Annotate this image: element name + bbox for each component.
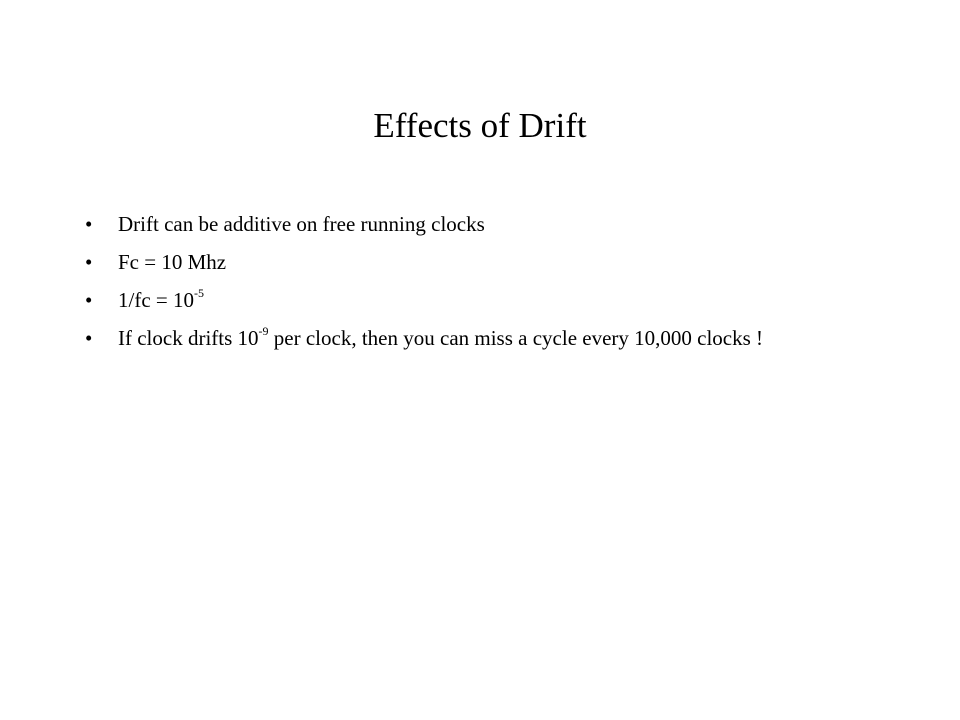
- bullet-text-rest: per clock, then you can miss a cycle every 10,000 clocks !: [268, 326, 764, 350]
- bullet-item-4: [82, 326, 882, 350]
- exponent: -9: [258, 324, 269, 338]
- bullet-text: Drift can be additive on free running clocks: [118, 212, 485, 236]
- bullet-item-2: [82, 250, 882, 274]
- bullet-item-1: [82, 212, 882, 236]
- slide-title: Effects of Drift: [373, 106, 587, 145]
- bullet-icon: •: [85, 212, 93, 236]
- bullet-icon: •: [85, 288, 93, 312]
- bullet-icon: •: [85, 326, 93, 350]
- bullet-text: [118, 326, 763, 350]
- bullet-list: [82, 212, 882, 364]
- bullet-item-3: [82, 288, 882, 312]
- bullet-text: [118, 288, 204, 312]
- bullet-text: Fc = 10 Mhz: [118, 250, 227, 274]
- bullet-icon: •: [85, 250, 93, 274]
- exponent: -5: [194, 286, 204, 300]
- bullet-text-main: If clock drifts 10: [118, 326, 259, 350]
- bullet-text-main: 1/fc = 10: [118, 288, 194, 312]
